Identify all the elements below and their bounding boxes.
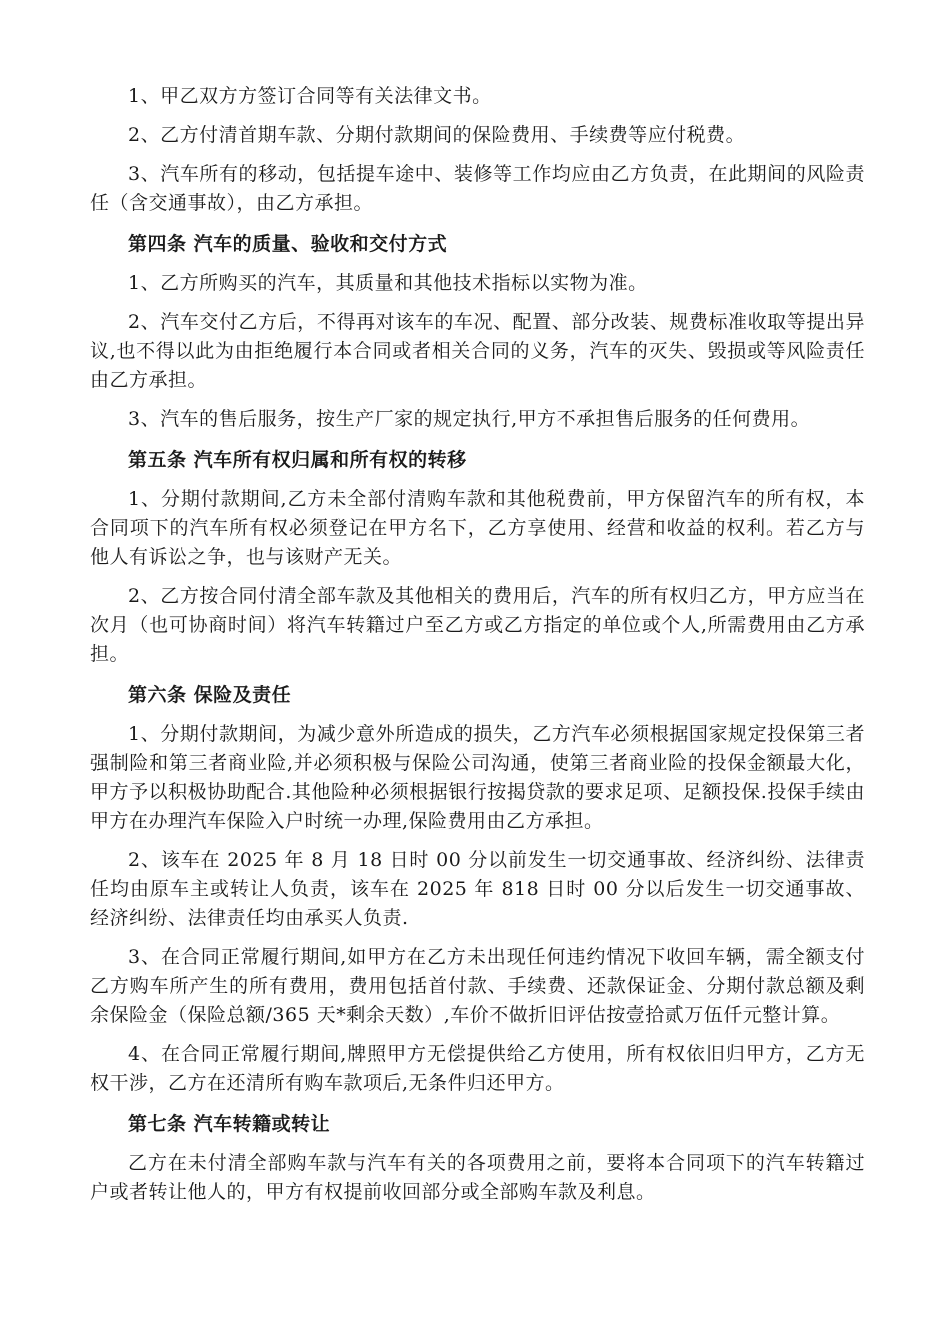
article-6-heading: 第六条 保险及责任 — [128, 684, 292, 706]
article-5-heading: 第五条 汽车所有权归属和所有权的转移 — [128, 449, 467, 471]
article-7-heading: 第七条 汽车转籍或转让 — [128, 1113, 331, 1135]
article-4-heading: 第四条 汽车的质量、验收和交付方式 — [128, 233, 448, 255]
article-7-paragraph-1: 乙方在未付清全部购车款与汽车有关的各项费用之前，要将本合同项下的汽车转籍过户或者转让他人的，甲方有权提前收回部分或全部购车款及利息。 — [90, 1152, 865, 1203]
article-5-paragraph-2: 2、乙方按合同付清全部车款及其他相关的费用后，汽车的所有权归乙方，甲方应当在次月（也可协商时间）将汽车转籍过户至乙方或乙方指定的单位或个人,所需费用由乙方承担。 — [90, 585, 865, 665]
article-4-paragraph-2: 2、汽车交付乙方后，不得再对该车的车况、配置、部分改装、规费标准收取等提出异议,也不得以此为由拒绝履行本合同或者相关合同的义务，汽车的灭失、毁损或等风险责任由乙方承担。 — [90, 311, 865, 391]
article-4-paragraph-1: 1、乙方所购买的汽车，其质量和其他技术指标以实物为准。 — [128, 272, 648, 294]
article-6-paragraph-4: 4、在合同正常履行期间,牌照甲方无偿提供给乙方使用，所有权依旧归甲方，乙方无权干涉，乙方在还清所有购车款项后,无条件归还甲方。 — [90, 1043, 865, 1094]
article-6-paragraph-3: 3、在合同正常履行期间,如甲方在乙方未出现任何违约情况下收回车辆，需全额支付乙方购车所产生的所有费用，费用包括首付款、手续费、还款保证金、分期付款总额及剩余保险金（保险总额/365 天*剩余天数）,车价不做折旧评估按壹拾贰万伍仟元整计算。 — [90, 946, 865, 1026]
document-page — [90, 82, 865, 1207]
intro-paragraph-3: 3、汽车所有的移动，包括提车途中、装修等工作均应由乙方负责，在此期间的风险责任（含交通事故），由乙方承担。 — [90, 163, 865, 214]
intro-paragraph-2: 2、乙方付清首期车款、分期付款期间的保险费用、手续费等应付税费。 — [128, 124, 746, 146]
article-5-paragraph-1: 1、分期付款期间,乙方未全部付清购车款和其他税费前，甲方保留汽车的所有权，本合同项下的汽车所有权必须登记在甲方名下，乙方享使用、经营和收益的权利。若乙方与他人有诉讼之争，也与该财产无关。 — [90, 488, 865, 568]
article-6-paragraph-2: 2、该车在 2025 年 8 月 18 日时 00 分以前发生一切交通事故、经济纠纷、法律责任均由原车主或转让人负责，该车在 2025 年 818 日时 00 分以后发生一切交通事故、经济纠纷、法律责任均由承买人负责. — [90, 849, 865, 929]
article-6-paragraph-1: 1、分期付款期间，为减少意外所造成的损失，乙方汽车必须根据国家规定投保第三者强制险和第三者商业险,并必须积极与保险公司沟通，使第三者商业险的投保金额最大化，甲方予以积极协助配合.其他险种必须根据银行按揭贷款的要求足项、足额投保.投保手续由甲方在办理汽车保险入户时统一办理,保险费用由乙方承担。 — [90, 723, 865, 832]
article-4-paragraph-3: 3、汽车的售后服务，按生产厂家的规定执行,甲方不承担售后服务的任何费用。 — [128, 408, 811, 430]
intro-paragraph-1: 1、甲乙双方方签订合同等有关法律文书。 — [128, 85, 492, 107]
